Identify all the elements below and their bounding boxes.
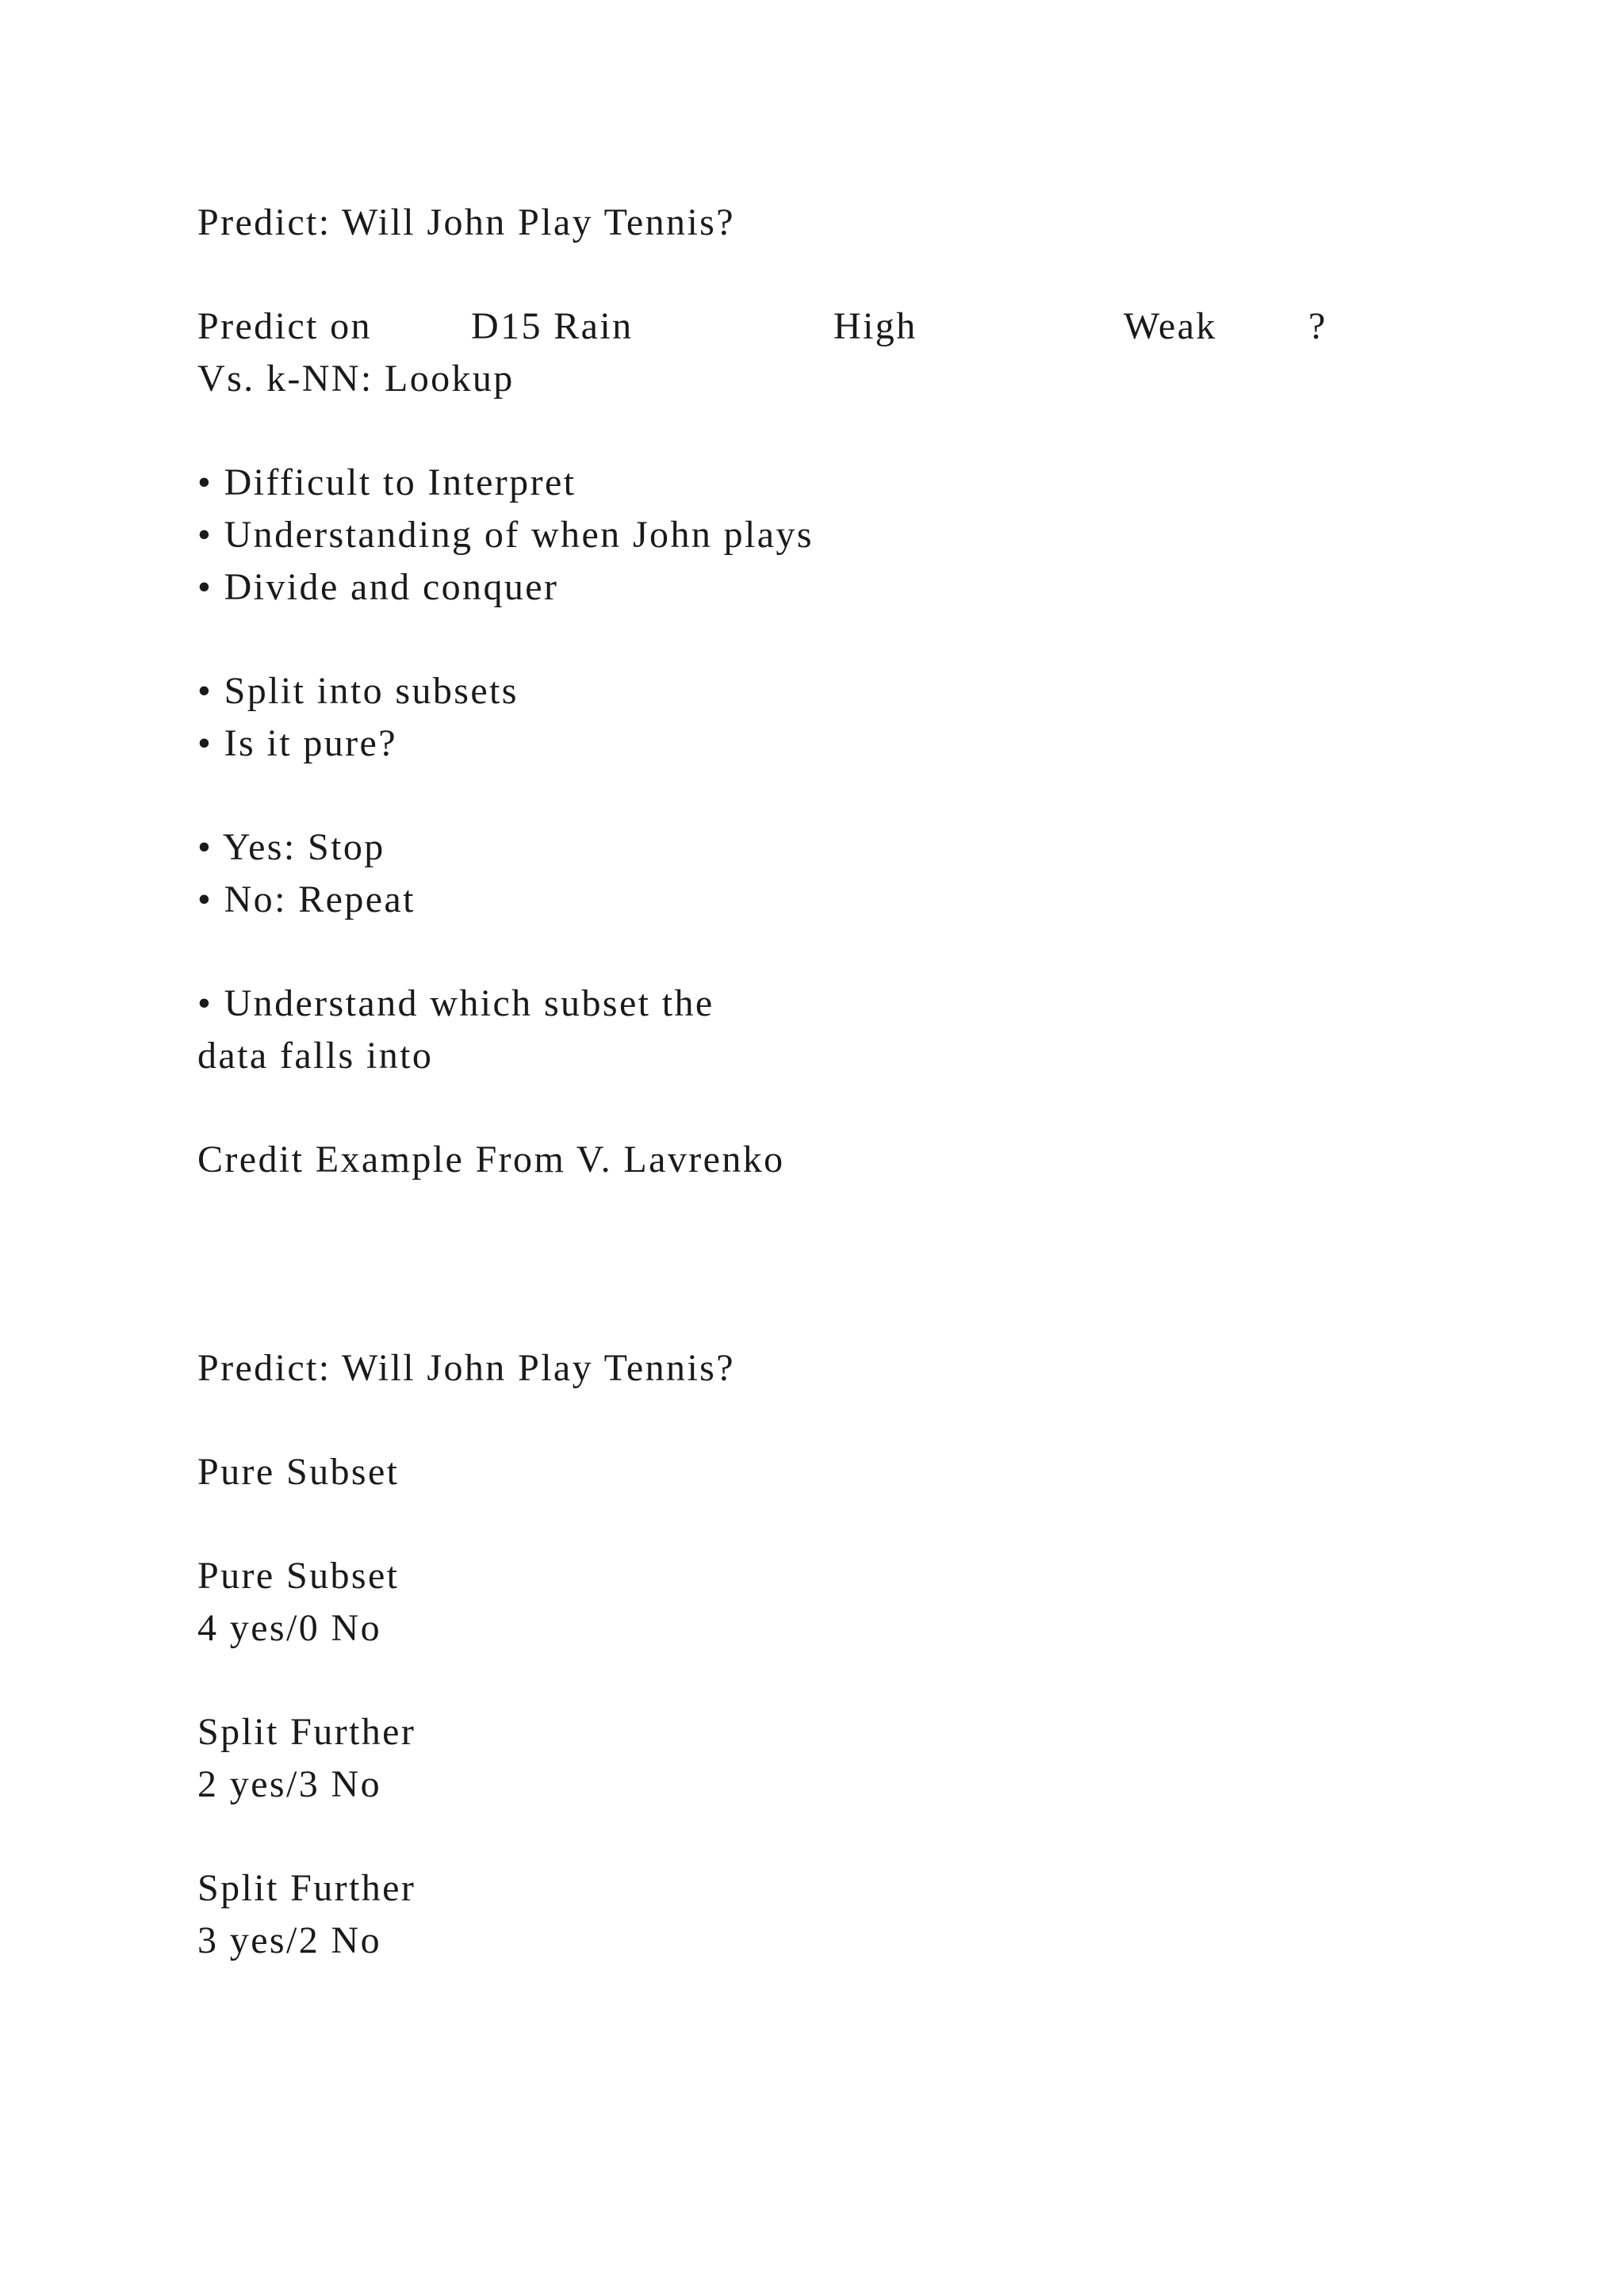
bullet-item: • Is it pure?: [197, 722, 397, 764]
predict-row-day: D15 Rain: [471, 305, 634, 347]
bullet-item: • Split into subsets: [197, 670, 519, 712]
subset-counts: 3 yes/2 No: [197, 1919, 381, 1961]
subset-counts: 2 yes/3 No: [197, 1763, 381, 1805]
bullet-item: • Divide and conquer: [197, 566, 559, 608]
bullet-item: • Difficult to Interpret: [197, 461, 576, 503]
predict-row-label: Predict on: [197, 305, 372, 347]
split-further-label: Split Further: [197, 1867, 416, 1909]
section1-title: Predict: Will John Play Tennis?: [197, 201, 735, 243]
section2-title: Predict: Will John Play Tennis?: [197, 1347, 735, 1389]
bullet-continuation: data falls into: [197, 1035, 434, 1077]
predict-row-wind: Weak: [1124, 305, 1217, 347]
pure-subset-label: Pure Subset: [197, 1555, 400, 1597]
knn-line: Vs. k-NN: Lookup: [197, 358, 515, 400]
credit-line: Credit Example From V. Lavrenko: [197, 1138, 785, 1181]
bullet-item: • Understanding of when John plays: [197, 514, 814, 556]
predict-row-outcome: ?: [1308, 305, 1327, 347]
bullet-item: • Understand which subset the: [197, 982, 714, 1024]
predict-row-humidity: High: [833, 305, 917, 347]
split-further-label: Split Further: [197, 1711, 416, 1753]
bullet-item: • Yes: Stop: [197, 826, 385, 868]
bullet-item: • No: Repeat: [197, 878, 416, 920]
subset-counts: 4 yes/0 No: [197, 1607, 381, 1649]
pure-subset-label: Pure Subset: [197, 1451, 400, 1493]
